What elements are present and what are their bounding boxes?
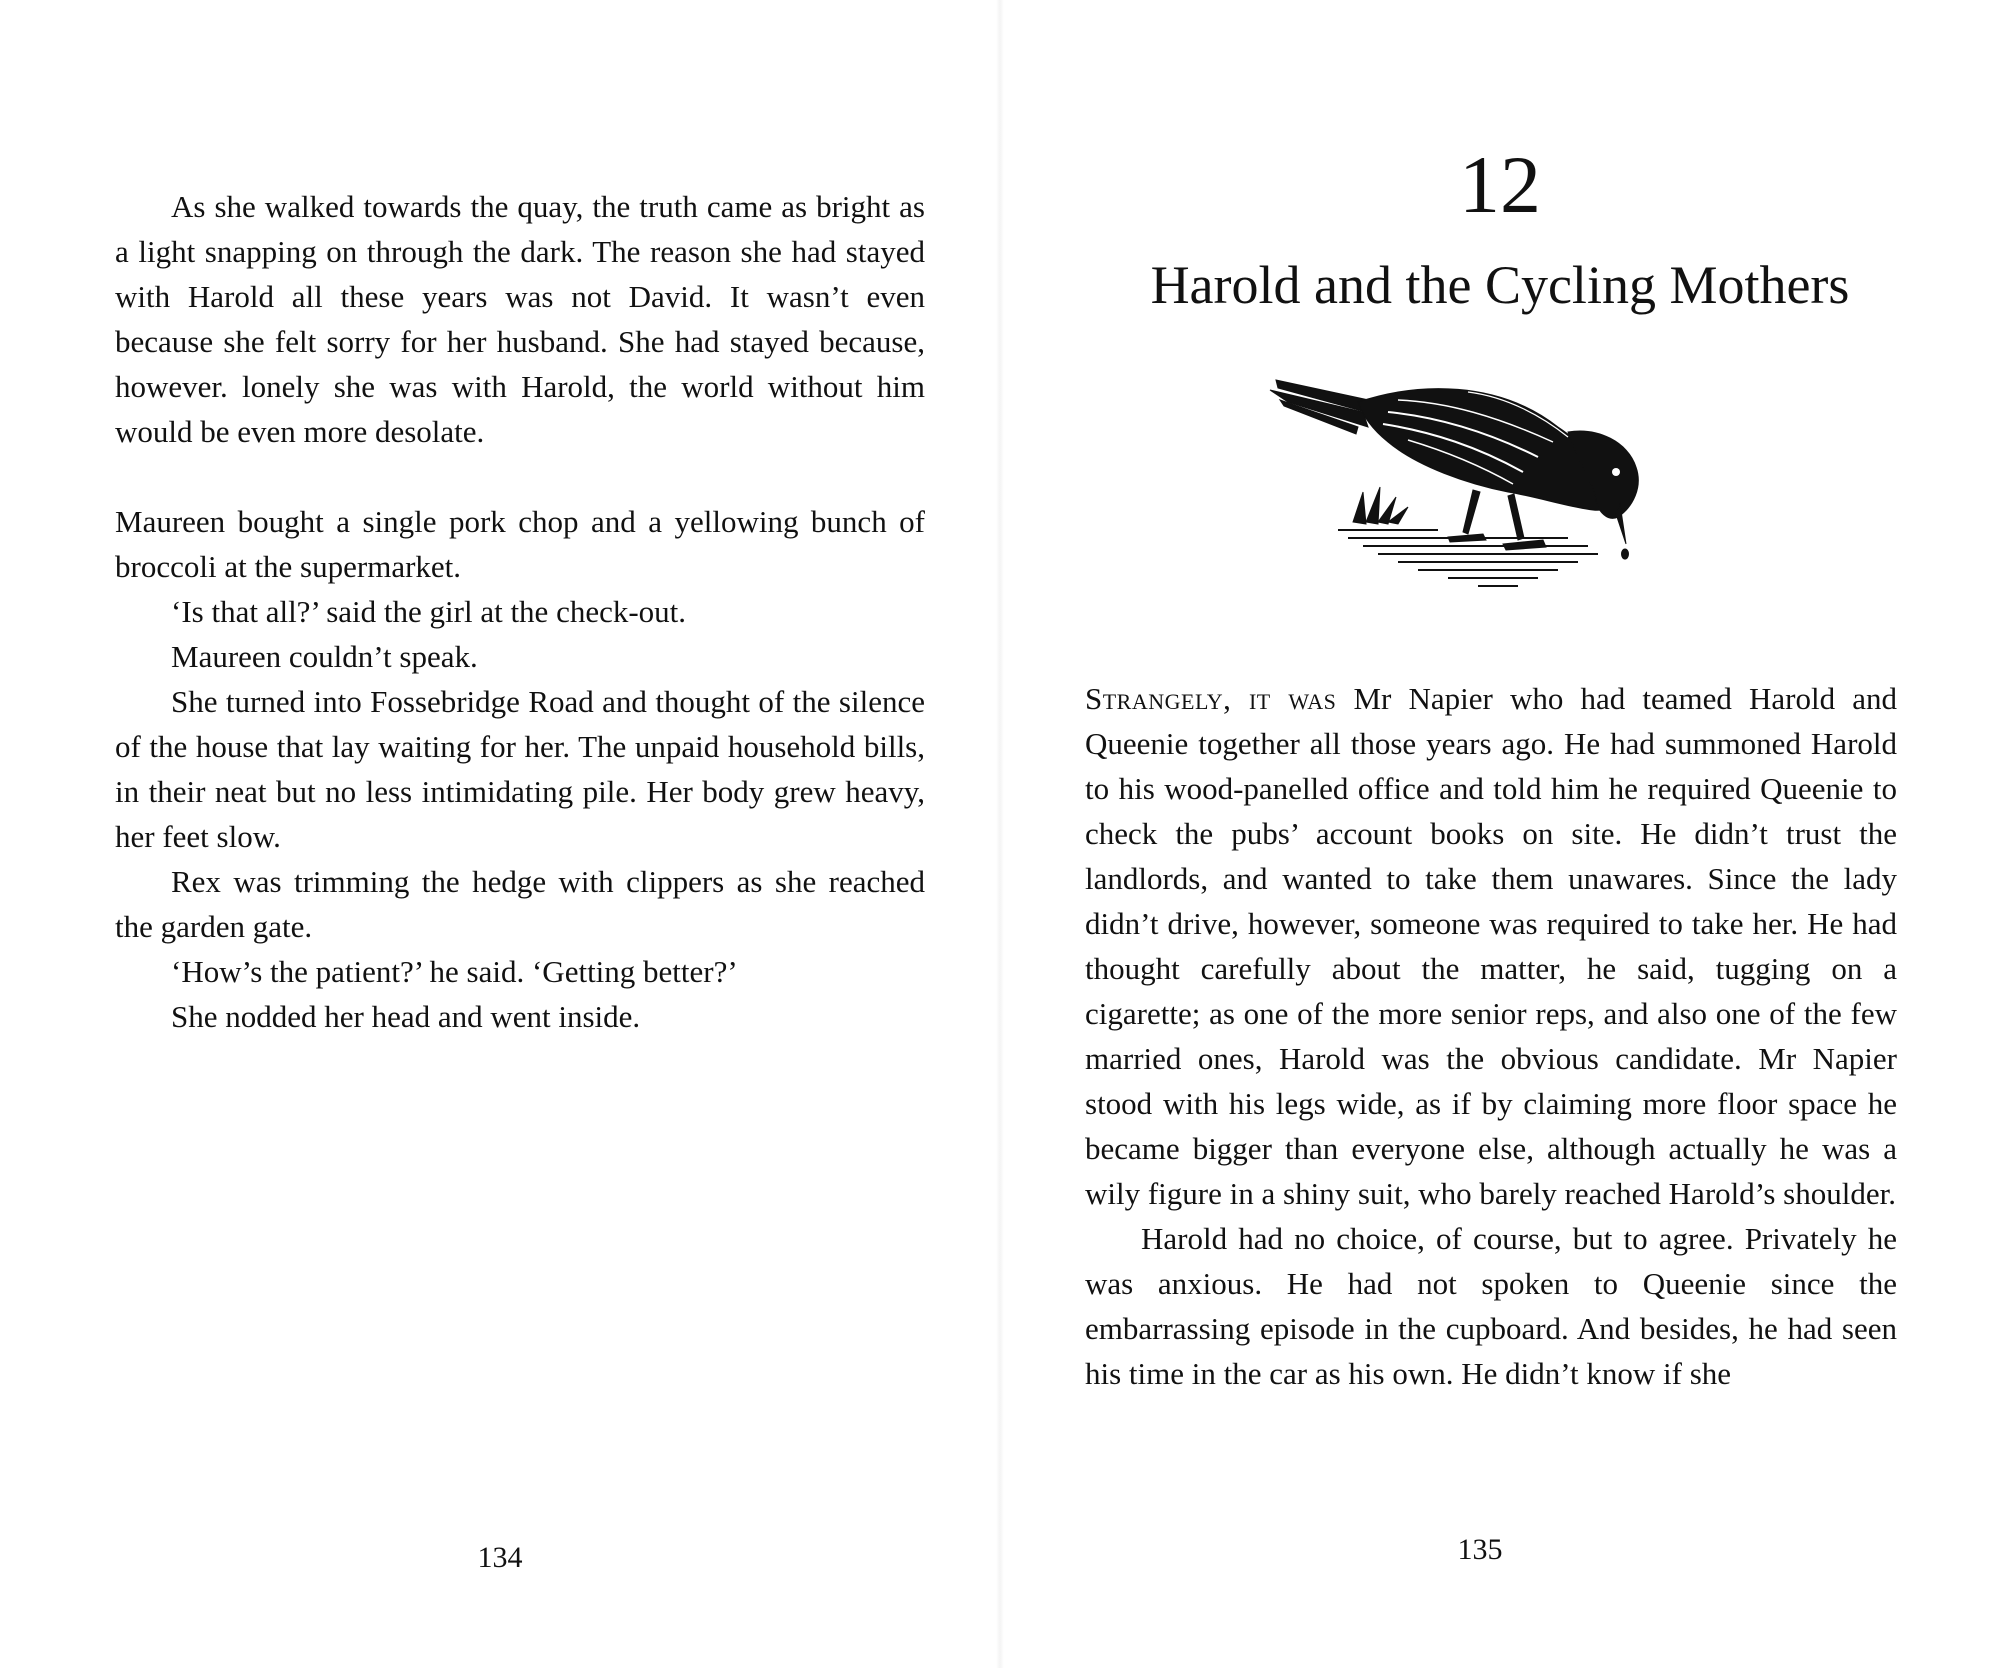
- page-number: 134: [477, 1541, 523, 1574]
- page-number: 135: [1457, 1533, 1503, 1566]
- paragraph: As she walked towards the quay, the truth came as bright as a light snapping on through the dark. The reason she had stayed with Harold all these years was not David. It wasn’t even because she felt sorry for her husband. She had stayed because, however. lonely she was with Harold, the world without him would be even more desolate.: [115, 189, 925, 449]
- paragraph: She turned into Fossebridge Road and thought of the silence of the house that lay waiting for her. The unpaid household bills, in their neat but no less intimidating pile. Her body grew heavy, her feet slow.: [115, 684, 925, 854]
- paragraph: She nodded her head and went inside.: [171, 999, 641, 1034]
- paragraph: ‘Is that all?’ said the girl at the check-out.: [171, 594, 687, 629]
- crow-drinking-illustration: [1268, 372, 1678, 612]
- paragraph-text: Mr Napier who had teamed Harold and Queenie together all those years ago. He had summoned Harold to his wood-panelled office and told him he required Queenie to check the pubs’ account books on site. He didn’t trust the landlords, and wanted to take them unawares. Since the lady didn’t drive, however, someone was required to take her. He had thought carefully about the matter, he said, tugging on a cigarette; as one of the more senior reps, and also one of the few married ones, Harold was the obvious candidate. Mr Napier stood with his legs wide, as if by claiming more floor space he became bigger than everyone else, although actually he was a wily figure in a shiny suit, who barely reached Harold’s shoulder.: [1085, 681, 1897, 1211]
- right-page-body: [1085, 676, 1897, 1396]
- chapter-lead-in: Strangely, it was: [1085, 681, 1337, 716]
- paragraph: Maureen bought a single pork chop and a yellowing bunch of broccoli at the supermarket.: [115, 504, 925, 584]
- chapter-title: Harold and the Cycling Mothers: [1150, 255, 1850, 315]
- chapter-number: 12: [1459, 139, 1541, 230]
- paragraph: Harold had no choice, of course, but to agree. Privately he was anxious. He had not spoken to Queenie since the embarrassing episode in the cupboard. And besides, he had seen his time in the car as his own. He didn’t know if she: [1085, 1221, 1897, 1391]
- paragraph: [1085, 676, 1897, 1216]
- left-page-body: [115, 184, 925, 1039]
- paragraph: Maureen couldn’t speak.: [171, 639, 478, 674]
- section-break: [115, 454, 925, 499]
- right-page: [1000, 0, 2000, 1668]
- paragraph: Rex was trimming the hedge with clippers as she reached the garden gate.: [115, 864, 925, 944]
- paragraph: ‘How’s the patient?’ he said. ‘Getting better?’: [171, 954, 738, 989]
